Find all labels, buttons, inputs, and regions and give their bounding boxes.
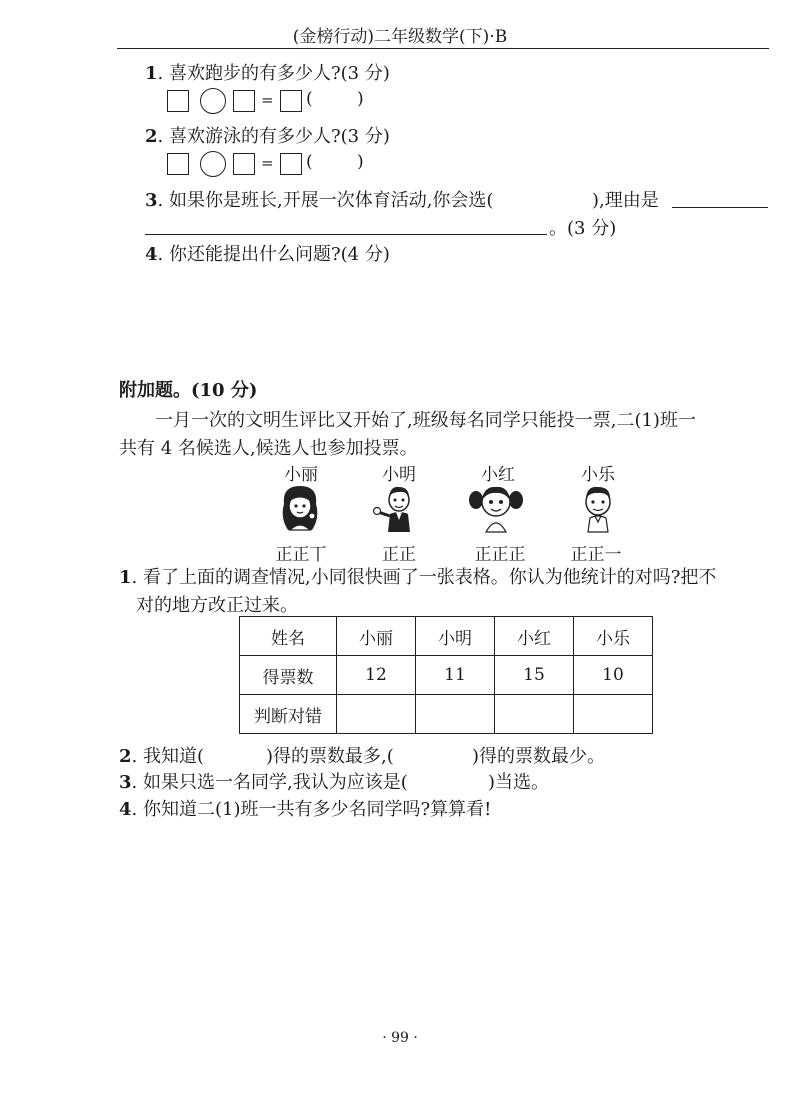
question-4: 4. 你还能提出什么问题?(4 分) [145,244,390,265]
table-cell: 姓名 [240,617,337,656]
judge-answer-cell[interactable] [495,695,574,734]
judge-answer-cell[interactable] [337,695,416,734]
table-cell: 判断对错 [240,695,337,734]
unit-paren-close: ) [357,152,364,172]
bonus-question-1: 1. 看了上面的调查情况,小同很快画了一张表格。你认为他统计的对吗?把不 [119,567,717,588]
question-text: )当选。 [488,772,550,793]
boy-smiling-icon [570,482,626,534]
header-rule [117,48,769,49]
bonus-intro-line-2: 共有 4 名候选人,候选人也参加投票。 [119,438,418,459]
answer-box[interactable] [280,90,302,112]
bonus-title: 附加题。(10 分) [119,380,258,401]
answer-box[interactable] [233,90,255,112]
answer-box[interactable] [280,153,302,175]
candidate-name: 小丽 [284,465,318,485]
tally-marks: 正正 [382,545,416,565]
equals-sign: = [261,154,274,172]
answer-box[interactable] [233,153,255,175]
candidate-name: 小明 [382,465,416,485]
tally-marks: 正正正 [474,545,526,565]
bonus-question-1-line-2: 对的地方改正过来。 [136,595,298,616]
operator-circle[interactable] [200,88,226,114]
table-header-row [240,617,653,656]
candidate-name: 小乐 [581,465,615,485]
table-cell: 小明 [416,617,495,656]
table-cell: 15 [495,656,574,695]
bonus-question-4: 4. 你知道二(1)班一共有多少名同学吗?算算看! [119,799,492,820]
question-3: 3. 如果你是班长,开展一次体育活动,你会选( [145,190,494,211]
girl-pigtails-icon [466,482,526,534]
operator-circle[interactable] [200,151,226,177]
question-3-end: 。(3 分) [549,218,617,239]
candidate-name: 小红 [481,465,515,485]
page-header: (金榜行动)二年级数学(下)·B [292,27,508,47]
table-cell: 12 [337,656,416,695]
unit-paren-open: ( [306,89,313,109]
bonus-intro-line-1: 一月一次的文明生评比又开始了,班级每名同学只能投一票,二(1)班一 [155,410,696,431]
tally-marks: 正正丅 [275,545,327,565]
boy-waving-icon [368,482,424,534]
question-2: 2. 喜欢游泳的有多少人?(3 分) [145,126,390,147]
answer-box[interactable] [167,90,189,112]
unit-paren-open: ( [306,152,313,172]
unit-paren-close: ) [357,89,364,109]
table-cell: 11 [416,656,495,695]
table-row-judge [240,695,653,734]
table-cell: 小丽 [337,617,416,656]
page-number: · 99 · [382,1030,418,1046]
table-cell: 10 [574,656,653,695]
equals-sign: = [261,91,274,109]
table-cell: 得票数 [240,656,337,695]
judge-answer-cell[interactable] [416,695,495,734]
table-cell: 小红 [495,617,574,656]
question-text: )得的票数最少。 [472,746,606,767]
table-row-votes [240,656,653,695]
answer-box[interactable] [167,153,189,175]
girl-long-hair-icon [272,482,328,534]
reason-blank-line[interactable] [672,207,768,208]
question-text: )得的票数最多,( [266,746,394,767]
question-3-mid: ),理由是 [592,190,659,211]
judge-answer-cell[interactable] [574,695,653,734]
reason-blank-line-2[interactable] [145,234,547,235]
tally-marks: 正正一 [570,545,622,565]
question-1: 1. 喜欢跑步的有多少人?(3 分) [145,63,390,84]
table-cell: 小乐 [574,617,653,656]
vote-table [239,616,653,734]
